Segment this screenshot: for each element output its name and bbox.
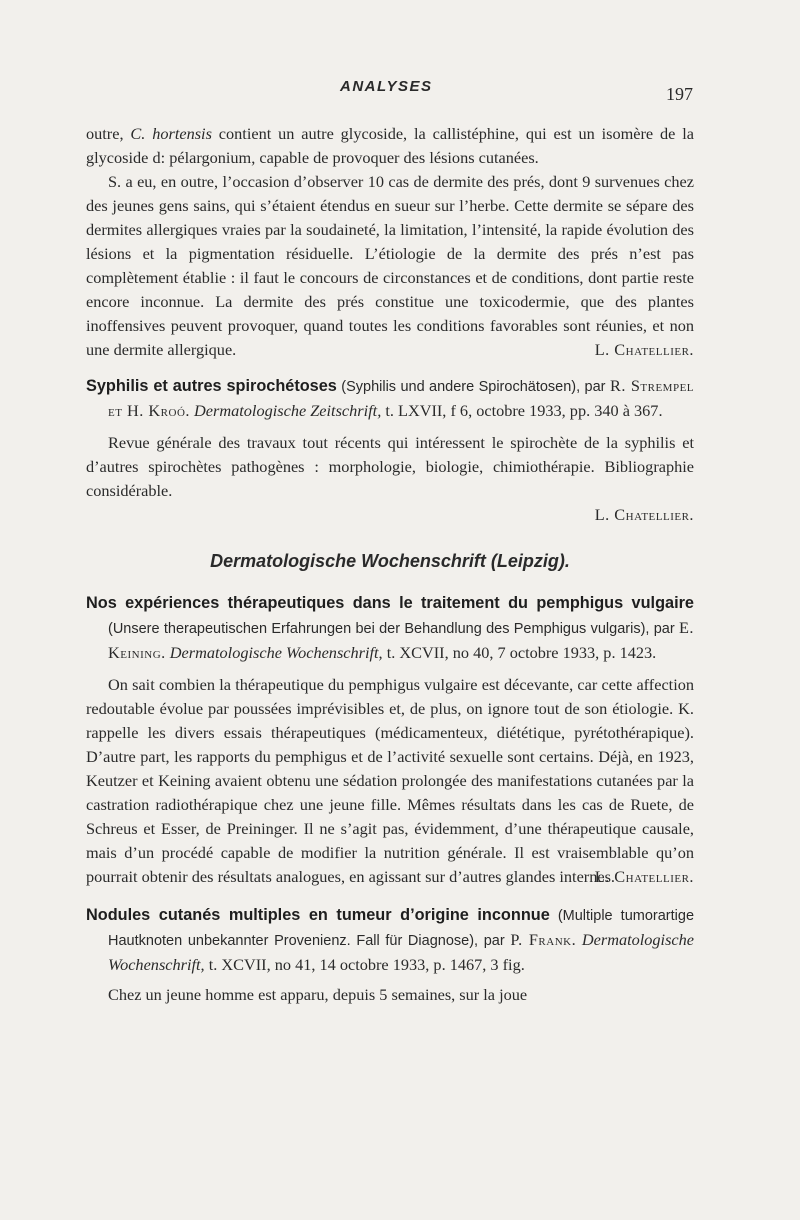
article1-cont-pre: outre, (86, 124, 131, 143)
article3-subtitle: (Unsere therapeutischen Erfahrungen bei der Behandlung des Pemphigus vulgaris), par (108, 621, 679, 637)
running-title: ANALYSES (340, 78, 433, 95)
article2-subtitle: (Syphilis und andere Spirochätosen), par (336, 379, 606, 395)
article3-signature: L. Chatellier. (594, 867, 694, 886)
article3-heading (86, 591, 694, 665)
section-title: Dermatologische Wochenschrift (Leipzig). (210, 551, 570, 571)
article3-body: On sait combien la thérapeutique du pemphigus vulgaire est décevante, car cette affection redoutable évolue par poussées imprévisibles et, de plus, on ignore tout de son étiologie. K. rappelle les divers essais thérapeutiques (médicamenteux, diététique, pyrétothérapique). D’autre part, les rapports du pemphigus et de l’activité sexuelle sont certains. Déjà, en 1923, Keutzer et Keining avaient obtenu une sédation prolongée des manifestations cutanées par la castration radiothérapique chez une jeune fille. Mêmes résultats dans les cas de Ruete, de Schreus et Esser, de Preininger. Il ne s’agit pas, évidemment, d’une thérapeutique causale, mais d’un procédé capable de modifier la nutrition générale. Il est vraisemblable qu’on pourrait obtenir des résultats analogues, en agissant sur d’autres glandes internes. (86, 675, 694, 886)
article1-paragraph: S. a eu, en outre, l’occasion d’observer 10 cas de dermite des prés, dont 9 survenues chez des jeunes gens sains, qui s’étaient étendus en sueur sur l’herbe. Cette dermite se sépare des dermites allergiques vraies par la soudaineté, la limitation, l’intensité, la rapide évolution des lésions et la pigmentation résiduelle. L’étiologie de la dermite des prés n’est pas complètement établie : il faut le concours de circonstances et de conditions, dont partie reste encore inconnue. La dermite des prés constitue une toxicodermie, que des plantes inoffensives peuvent provoquer, quand toutes les conditions favorables sont réunies, et non une dermite allergique. (86, 172, 694, 359)
article2-signature: L. Chatellier. (594, 505, 694, 524)
article3-journal: Dermatologische Wochenschrift, (169, 643, 383, 662)
article3-ref: t. XCVII, no 40, 7 octobre 1933, p. 1423. (382, 643, 657, 662)
body-text (86, 122, 694, 1007)
article3-title: Nos expériences thérapeutiques dans le traitement du pemphigus vulgaire (86, 594, 694, 612)
article4-title: Nodules cutanés multiples en tumeur d’origine inconnue (86, 906, 550, 924)
article4-heading (86, 903, 694, 977)
article3-author: E. Keining. (108, 618, 694, 662)
running-head (0, 78, 800, 102)
article1-cont-post: contient un autre glycoside, la callistéphine, qui est un isomère de la glycoside d: pélargonium, capable de provoquer des lésions cutanées. (86, 124, 695, 167)
article4-author: P. Frank. (510, 930, 577, 949)
article2-journal: Dermatologische Zeitschrift, (194, 401, 382, 420)
article2-title: Syphilis et autres spirochétoses (86, 377, 337, 395)
article4-journal: Dermatologische Wochenschrift, (108, 930, 695, 974)
article4-body: Chez un jeune homme est apparu, depuis 5 semaines, sur la joue (108, 985, 528, 1004)
article4-ref: t. XCVII, no 41, 14 octobre 1933, p. 1467, 3 fig. (204, 955, 525, 974)
article1-species: C. hortensis (130, 124, 212, 143)
article2-authors: R. Strempel et H. Kroó. (108, 376, 695, 420)
article1-signature: L. Chatellier. (594, 340, 694, 359)
page-number: 197 (666, 84, 693, 104)
article2-body: Revue générale des travaux tout récents qui intéressent le spirochète de la syphilis et d’autres spirochètes pathogènes : morphologie, biologie, chimiothérapie. Bibliographie considérable. (86, 433, 694, 500)
article2-heading (86, 374, 694, 423)
article2-ref: t. LXVII, f 6, octobre 1933, pp. 340 à 367. (381, 401, 663, 420)
article1-continuation (86, 122, 694, 170)
article4-subtitle: (Multiple tumorartige Hautknoten unbekannter Provenienz. Fall für Diagnose), par (108, 908, 695, 949)
